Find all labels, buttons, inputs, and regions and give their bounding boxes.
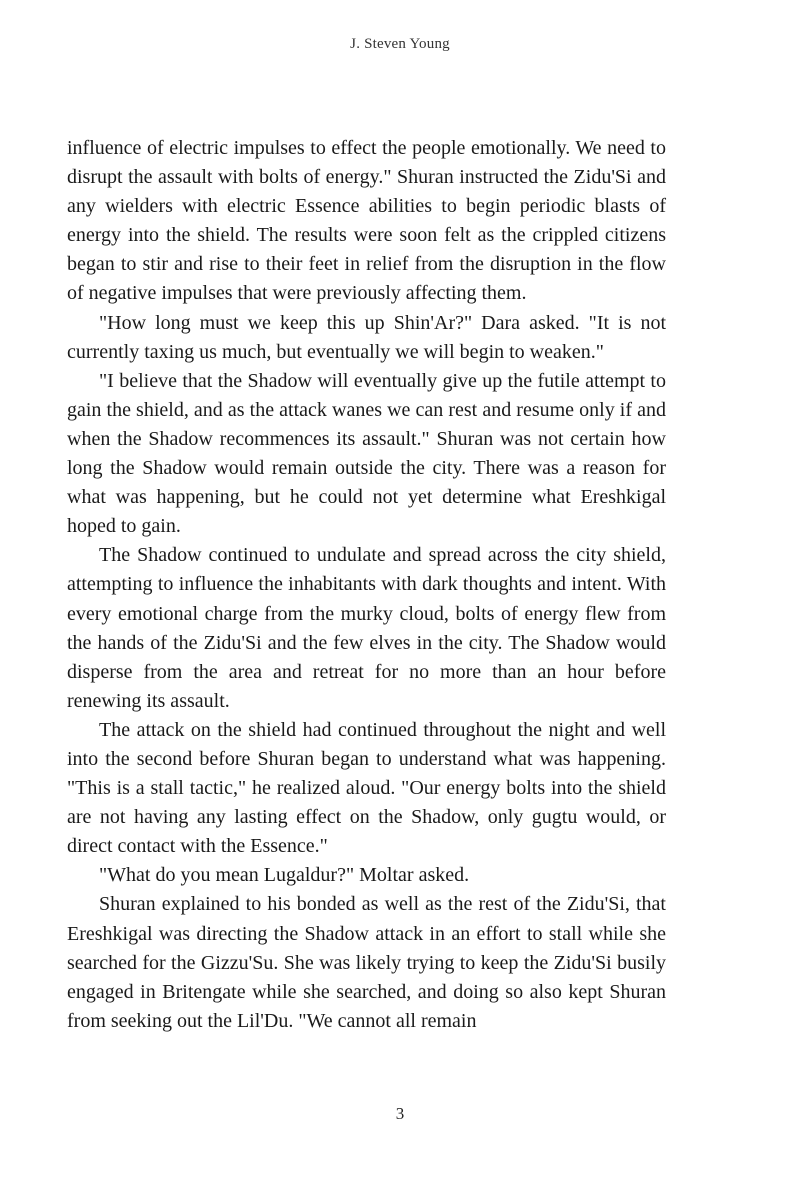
paragraph-6: "What do you mean Lugaldur?" Moltar asked.	[99, 864, 470, 887]
paragraph-5: The attack on the shield had continued throughout the night and well into the second before Shuran began to understand what was happening. "This is a stall tactic," he realized aloud. "Our energy bolts into the shield are not having any lasting effect on the Shadow, only gugtu would, or direct contact with the Essence."	[67, 718, 666, 858]
paragraph-2: "How long must we keep this up Shin'Ar?" Dara asked. "It is not currently taxing us much, but eventually we will begin to weaken."	[67, 311, 666, 363]
paragraph-7: Shuran explained to his bonded as well as the rest of the Zidu'Si, that Ereshkigal was directing the Shadow attack in an effort to stall while she searched for the Gizzu'Su. She was likely trying to keep the Zidu'Si busily engaged in Britengate while she searched, and doing so also kept Shuran from seeking out the Lil'Du. "We cannot all remain	[67, 893, 666, 1032]
paragraph-3: "I believe that the Shadow will eventually give up the futile attempt to gain the shield, and as the attack wanes we can rest and resume only if and when the Shadow recommences its assault." Shuran was not certain how long the Shadow would remain outside the city. There was a reason for what was happening, but he could not yet determine what Ereshkigal hoped to gain.	[67, 369, 666, 538]
running-header-author: J. Steven Young	[350, 36, 450, 52]
paragraph-4: The Shadow continued to undulate and spread across the city shield, attempting to influence the inhabitants with dark thoughts and intent. With every emotional charge from the murky cloud, bolts of energy flew from the hands of the Zidu'Si and the few elves in the city. The Shadow would disperse from the area and retreat for no more than an hour before renewing its assault.	[67, 544, 666, 712]
page-number: 3	[395, 1104, 405, 1123]
body-text	[67, 134, 666, 1036]
paragraph-1: influence of electric impulses to effect the people emotionally. We need to disrupt the assault with bolts of energy." Shuran instructed the Zidu'Si and any wielders with electric Essence abilities to begin periodic blasts of energy into the shield. The results were soon felt as the crippled citizens began to stir and rise to their feet in relief from the disruption in the flow of negative impulses that were previously affecting them.	[67, 137, 666, 305]
